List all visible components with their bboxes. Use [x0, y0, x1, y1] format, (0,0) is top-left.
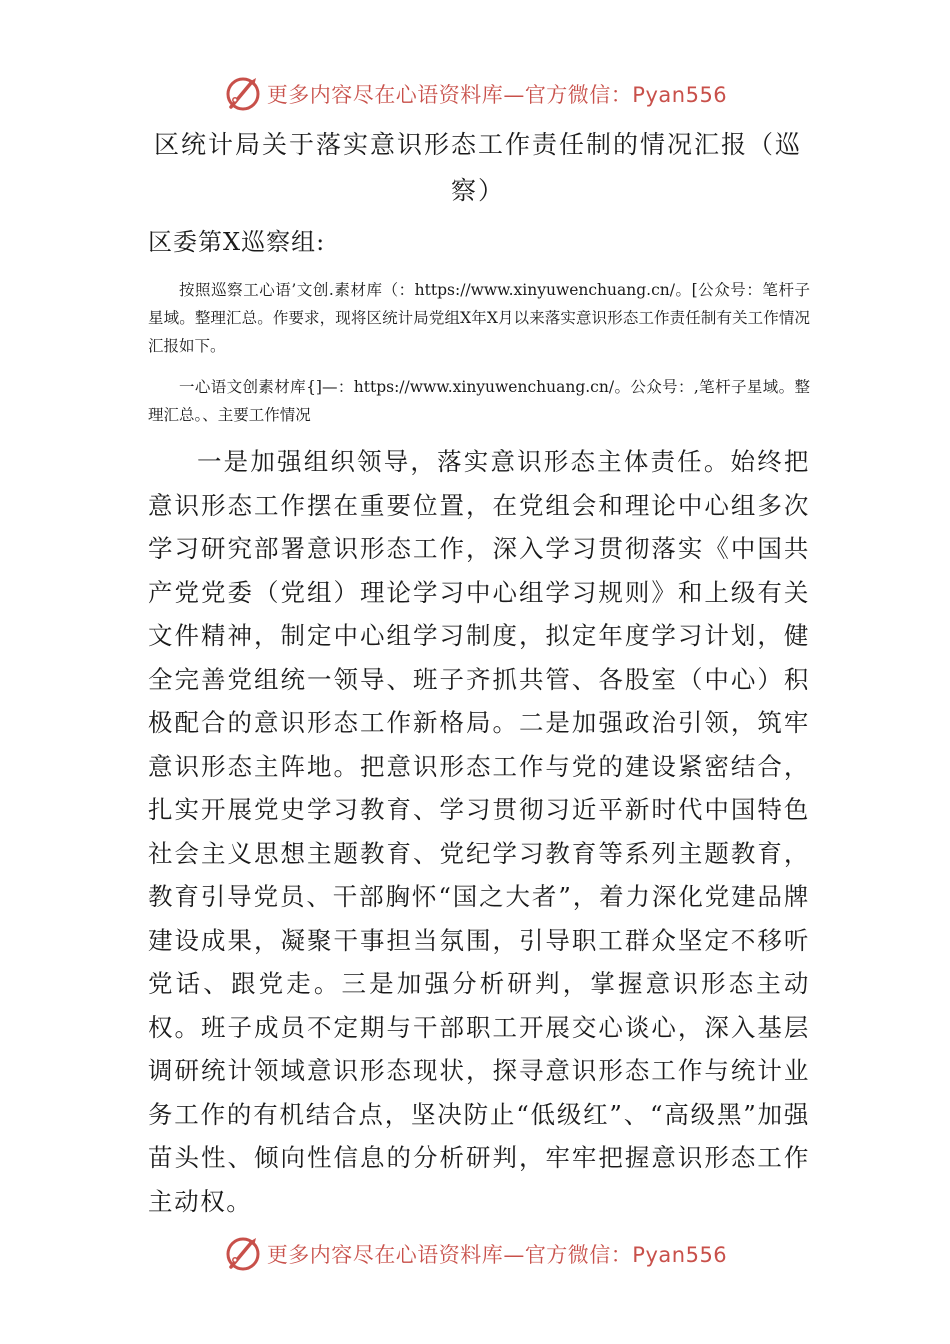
banner-dash: — [503, 83, 525, 107]
pen-logo-icon [223, 1234, 263, 1274]
footer-banner [0, 1232, 950, 1276]
banner-text [267, 1239, 727, 1269]
header-banner [0, 72, 950, 116]
salutation: 区委第X巡察组: [148, 228, 326, 256]
banner-contact: 官方微信：Pyan556 [524, 1243, 728, 1267]
banner-dash: — [503, 1243, 525, 1267]
banner-text [267, 79, 727, 109]
document-title: 区统计局关于落实意识形态工作责任制的情况汇报（巡察） [153, 130, 802, 205]
pen-logo-icon [223, 74, 263, 114]
body-paragraph: 一是加强组织领导，落实意识形态主体责任。始终把意识形态工作摆在重要位置，在党组会和理论中心组多次学习研究部署意识形态工作，深入学习贯彻落实《中国共产党党委（党组）理论学习中心组学习规则》和上级有关文件精神，制定中心组学习制度，拟定年度学习计划，健全完善党组统一领导、班子齐抓共管、各股室（中心）积极配合的意识形态工作新格局。二是加强政治引领，筑牢意识形态主阵地。把意识形态工作与党的建设紧密结合，扎实开展党史学习教育、学习贯彻习近平新时代中国特色社会主义思想主题教育、党纪学习教育等系列主题教育，教育引导党员、干部胸怀“国之大者”，着力深化党建品牌建设成果，凝聚干事担当氛围，引导职工群众坚定不移听党话、跟党走。三是加强分析研判，掌握意识形态主动权。班子成员不定期与干部职工开展交心谈心，深入基层调研统计领域意识形态现状，探寻意识形态工作与统计业务工作的有机结合点，坚决防止“低级红”、“高级黑”加强苗头性、倾向性信息的分析研判，牢牢把握意识形态工作主动权。 [148, 447, 810, 1216]
banner-contact: 官方微信：Pyan556 [524, 83, 728, 107]
intro-paragraph: 按照巡察工心语’文创.素材库（：https://www.xinyuwenchuang.cn/。[公众号：笔杆子星域。整理汇总。作要求，现将区统计局党组X年X月以来落实意识形态工作责任制有关工作情况汇报如下。 [148, 281, 810, 355]
banner-main: 更多内容尽在心语资料库 [266, 83, 504, 107]
banner-main: 更多内容尽在心语资料库 [266, 1243, 504, 1267]
section-heading-paragraph: 一心语文创素材库{]—：https://www.xinyuwenchuang.cn/。公众号：,笔杆子星域。整理汇总。、主要工作情况 [148, 378, 810, 424]
